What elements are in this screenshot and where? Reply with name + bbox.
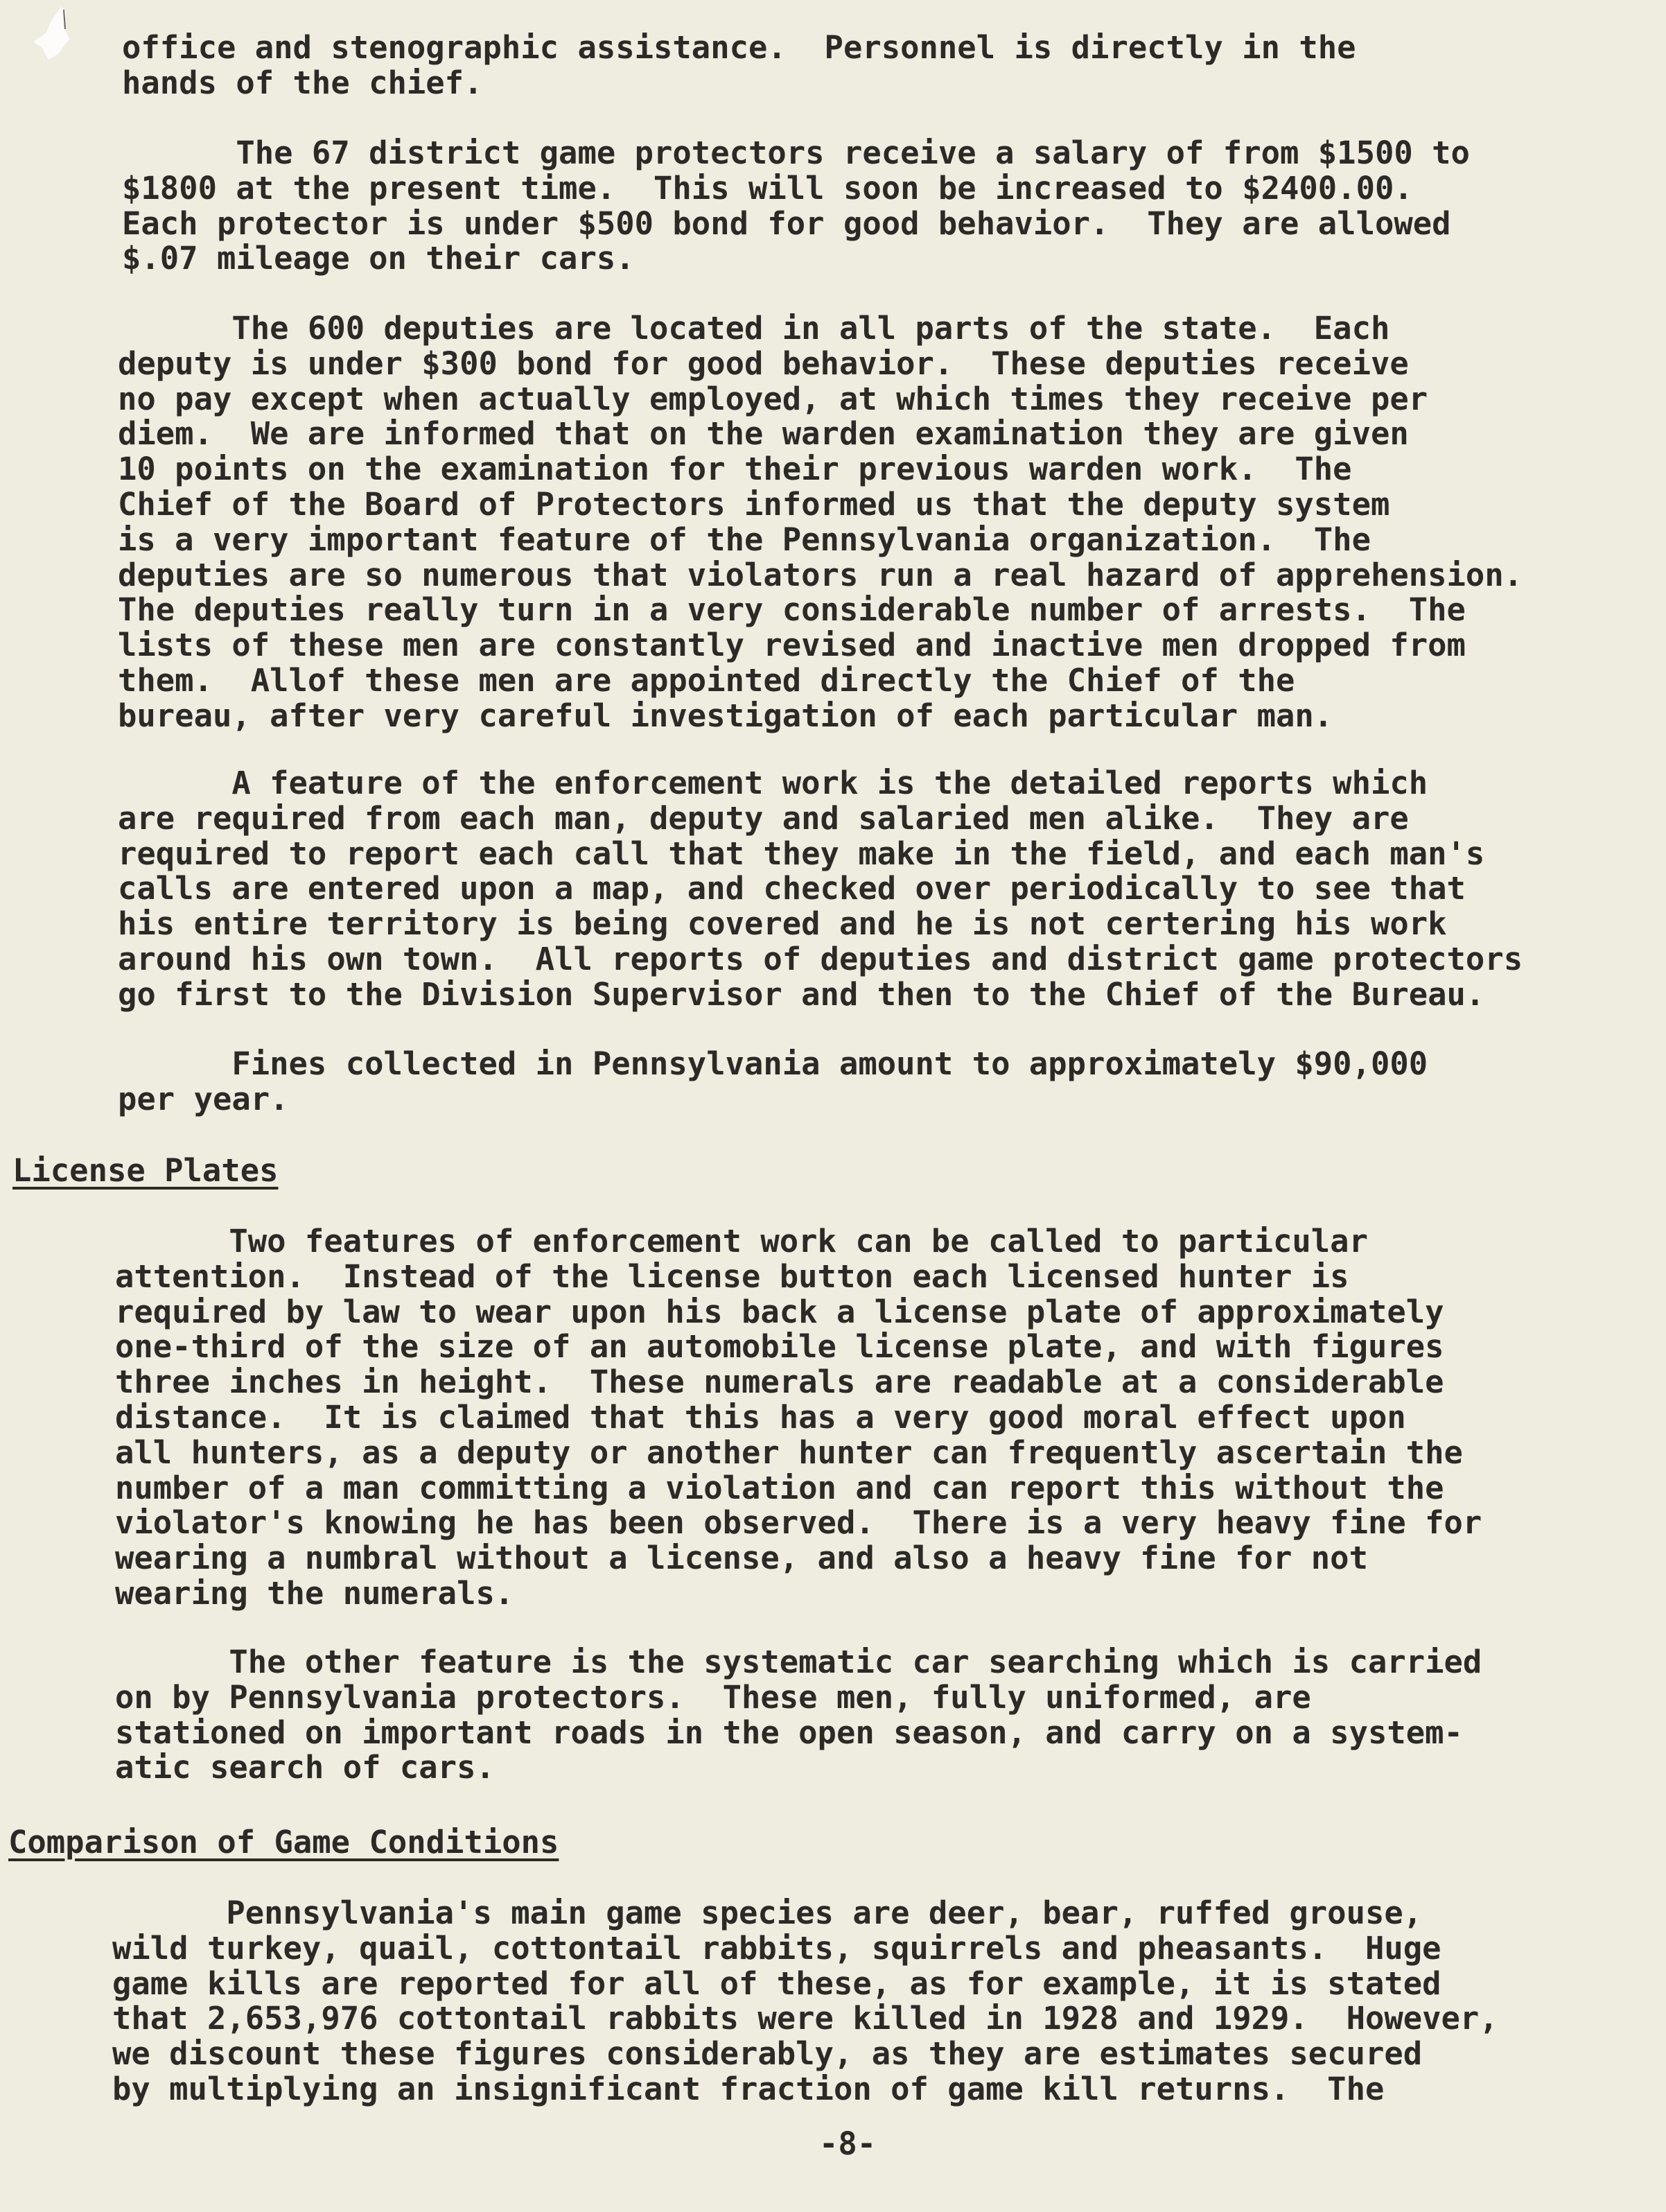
heading-game-conditions: Comparison of Game Conditions — [8, 1824, 559, 1861]
paragraph-license-plates: Two features of enforcement work can be called to particular attention. Instead of the license button each licensed hunter is required by law to wear upon his back a license plate of approximately one-third of the size of an automobile license plate, and with figures three inches in height. These numerals are readable at a considerable distance. It is claimed that this has a very good moral effect upon all hunters, as a deputy or another hunter can frequently ascertain the number of a man committing a violation and can report this without the violator's knowing he has been observed. There is a very heavy fine for wearing a numbral without a license, and also a heavy fine for not wearing the numerals. — [115, 1223, 1482, 1612]
paragraph-game-species: Pennsylvania's main game species are deer, bear, ruffed grouse, wild turkey, quail, cottontail rabbits, squirrels and pheasants. Huge game kills are reported for all of these, as for example, it is stated that 2,653,976 cottontail rabbits were killed in 1928 and 1929. However, we discount these figures considerably, as they are estimates secured by multiplying an insignificant fraction of game kill returns. The — [112, 1895, 1498, 2107]
paragraph-car-searching: The other feature is the systematic car searching which is carried on by Pennsylvania protectors. These men, fully uniformed, are stationed on important roads in the open season, and carry on a system- atic search of cars. — [115, 1644, 1482, 1786]
paragraph-office-assistance: office and stenographic assistance. Personnel is directly in the hands of the chief. — [122, 29, 1356, 101]
paragraph-enforcement-reports: A feature of the enforcement work is the detailed reports which are required from each man, deputy and salaried men alike. They are required to report each call that they make in the field, and each man's calls are entered upon a map, and checked over periodically to see that his entire territory is being covered and he is not certering his work around his own town. All reports of deputies and district game protectors go first to the Division Supervisor and then to the Chief of the Bureau. — [118, 765, 1523, 1013]
paragraph-protector-salary: The 67 district game protectors receive a salary of from $1500 to $1800 at the present time. This will soon be increased to $2400.00. Each protector is under $500 bond for good behavior. They are allowed $.07 mileage on their cars. — [122, 134, 1470, 277]
paragraph-fines: Fines collected in Pennsylvania amount to approximately $90,000 per year. — [118, 1045, 1428, 1117]
paper-tear-mark — [21, 6, 104, 68]
page-number: -8- — [819, 2125, 877, 2162]
paragraph-deputies: The 600 deputies are located in all parts of the state. Each deputy is under $300 bond for good behavior. These deputies receive no pay except when actually employed, at which times they receive per diem. We are informed that on the warden examination they are given 10 points on the examination for their previous warden work. The Chief of the Board of Protectors informed us that the deputy system is a very important feature of the Pennsylvania organization. The deputies are so numerous that violators run a real hazard of apprehension. The deputies really turn in a very considerable number of arrests. The lists of these men are constantly revised and inactive men dropped from them. Allof these men are appointed directly the Chief of the bureau, after very careful investigation of each particular man. — [118, 310, 1523, 734]
heading-license-plates: License Plates — [12, 1152, 279, 1189]
